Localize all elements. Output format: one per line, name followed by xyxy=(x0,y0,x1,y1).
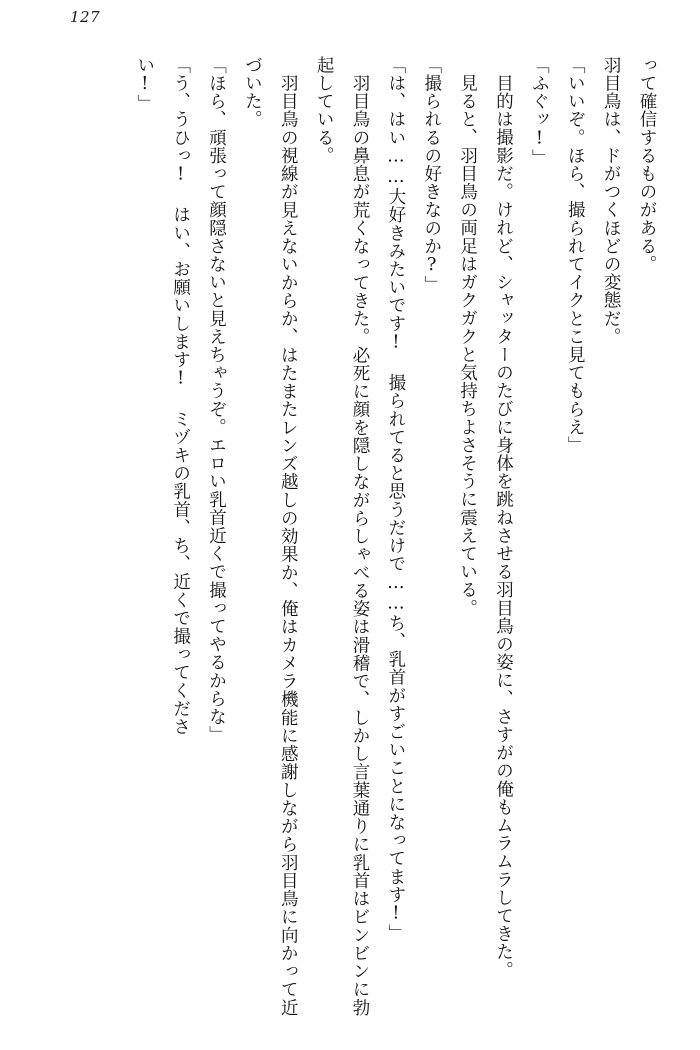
paragraph: 羽目鳥は、ドがつくほどの変態だ。 xyxy=(601,56,622,346)
paragraph: って確信するものがある。 xyxy=(637,56,657,274)
paragraph: 羽目鳥の鼻息が荒くなってきた。必死に顔を隠しながらしゃべる姿は滑稽で、しかし言葉通りに乳首はビンビンに勃起している。 xyxy=(314,56,370,1016)
paragraph: 「ふぐッ!」 xyxy=(529,56,550,168)
paragraph: 「いいぞ。ほら、撮られてイクとこ見てもらえ」 xyxy=(565,56,586,455)
paragraph: 見ると、羽目鳥の両足はガクガクと気持ちよさそうに震えている。 xyxy=(457,73,478,617)
paragraph: 「は、はい……大好きみたいです! 撮られてると思うだけで……ち、乳首がすごいことになってます!」 xyxy=(385,56,406,943)
paragraph: 羽目鳥の視線が見えないからか、はたまたレンズ越しの効果か、俺はカメラ機能に感謝しながら羽目鳥に向かって近づいた。 xyxy=(242,56,299,1016)
paragraph: 「う、うひっ! はい、お願いします! ミヅキの乳首、ち、近くで撮ってくださ xyxy=(170,56,191,736)
page-number: 127 xyxy=(70,8,101,26)
paragraph: い!」 xyxy=(134,56,155,113)
paragraph: 「ほら、頑張って顔隠さないと見えちゃうぞ。エロい乳首近くで撮ってやるからな」 xyxy=(206,56,227,744)
page-body-text xyxy=(44,56,664,1016)
paragraph: 「撮られるの好きなのか?」 xyxy=(421,56,442,294)
paragraph: 目的は撮影だ。けれど、シャッターのたびに身体を跳ねさせる羽目鳥の姿に、さすがの俺もムラムラしてきた。 xyxy=(493,73,514,979)
